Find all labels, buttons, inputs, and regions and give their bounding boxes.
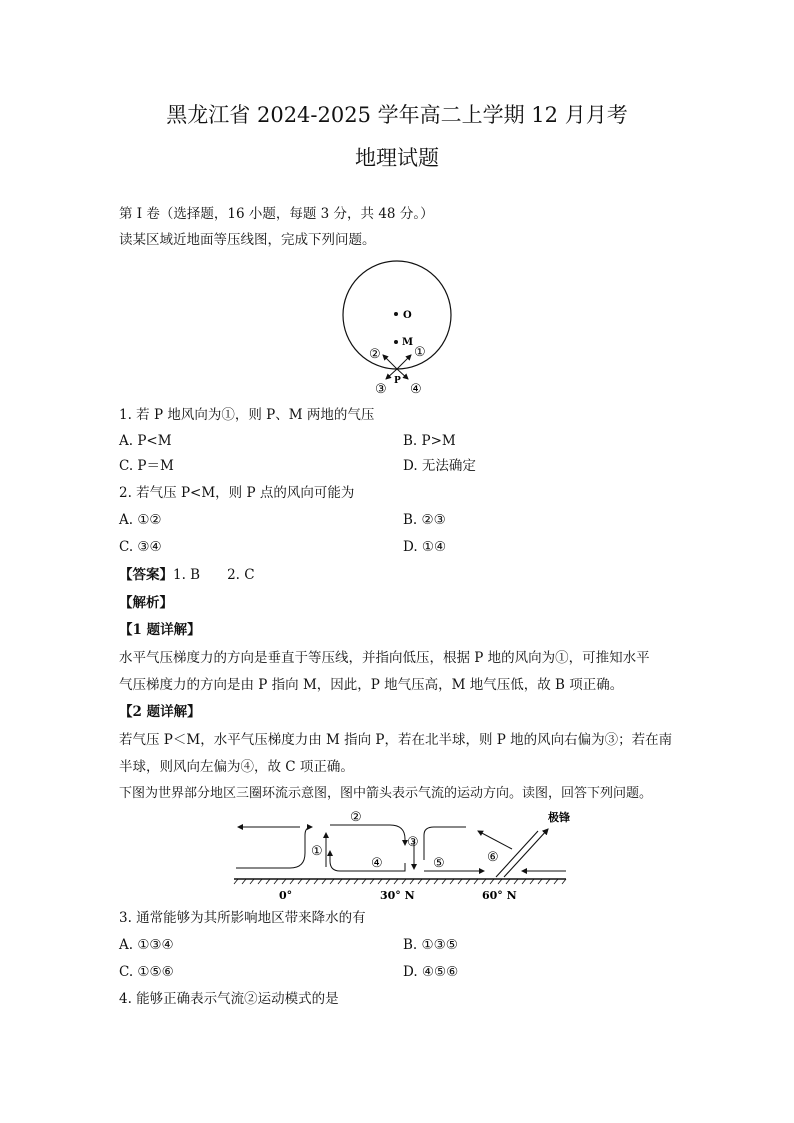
arrow-4-label: ④	[410, 382, 422, 397]
page-subtitle: 地理试题	[355, 146, 439, 170]
question-1-option-a: A. P<M	[119, 433, 172, 449]
answer-label: 【答案】	[119, 567, 173, 583]
flow-ferrel-upper	[424, 827, 466, 860]
question-2-option-b: B. ②③	[403, 512, 446, 528]
latitude-label-0: 0°	[279, 889, 293, 902]
question-1-option-d: D. 无法确定	[403, 458, 476, 474]
detail-2-label: 【2 题详解】	[119, 704, 201, 720]
question-3-option-b: B. ①③⑤	[403, 937, 458, 953]
section-intro: 读某区域近地面等压线图，完成下列问题。	[119, 232, 376, 248]
detail-2-line-1: 若气压 P＜M，水平气压梯度力由 M 指向 P，若在北半球，则 P 地的风向右偏为③；若在南	[119, 732, 673, 748]
polar-front-label: 极锋	[548, 811, 570, 824]
latitude-label-30: 30° N	[380, 889, 415, 902]
cell-label-3: ③	[407, 835, 419, 850]
detail-2-line-2: 半球，则风向左偏为④，故 C 项正确。	[119, 759, 354, 775]
circulation-figure	[0, 805, 794, 905]
section-heading: 第 I 卷（选择题，16 小题，每题 3 分，共 48 分。）	[119, 206, 434, 222]
detail-1-line-1: 水平气压梯度力的方向是垂直于等压线，并指向低压，根据 P 地的风向为①，可推知水平	[119, 650, 650, 666]
arrow-1-label: ①	[414, 345, 426, 360]
cell-label-1: ①	[311, 844, 323, 859]
question-3-stem: 3. 通常能够为其所影响地区带来降水的有	[119, 910, 366, 926]
question-2-option-c: C. ③④	[119, 539, 162, 555]
arrow-2	[383, 355, 397, 369]
isobar-figure	[0, 255, 794, 415]
answer-text: 1. B 2. C	[173, 567, 255, 583]
flow-lower-equatorward	[236, 827, 312, 868]
detail-1-label: 【1 题详解】	[119, 622, 201, 638]
point-m-label: M	[402, 337, 414, 348]
polar-front-line-2	[504, 829, 548, 877]
polar-front-line-1	[496, 831, 538, 877]
question-4-stem: 4. 能够正确表示气流②运动模式的是	[119, 991, 339, 1007]
question-2-option-d: D. ①④	[403, 539, 447, 555]
answer-block	[119, 566, 255, 584]
question-3-option-a: A. ①③④	[119, 937, 174, 953]
point-m-dot	[394, 340, 398, 344]
flow-upper-2	[330, 825, 405, 845]
point-o-label: O	[403, 310, 412, 321]
cell-label-6: ⑥	[487, 850, 499, 865]
cell-label-5: ⑤	[433, 856, 445, 871]
point-p-label: P	[394, 376, 401, 386]
cell-label-4: ④	[371, 856, 383, 871]
question-2-option-a: A. ①②	[119, 512, 162, 528]
question-1-stem: 1. 若 P 地风向为①，则 P、M 两地的气压	[119, 407, 375, 423]
page-title: 黑龙江省 2024-2025 学年高二上学期 12 月月考	[166, 103, 628, 127]
arrow-3-label: ③	[375, 382, 387, 397]
question-1-option-c: C. P＝M	[119, 458, 174, 474]
question-3-option-d: D. ④⑤⑥	[403, 964, 459, 980]
question-1-option-b: B. P>M	[403, 433, 456, 449]
question-3-option-c: C. ①⑤⑥	[119, 964, 174, 980]
latitude-label-60: 60° N	[482, 889, 517, 902]
question-2-stem: 2. 若气压 P<M，则 P 点的风向可能为	[119, 485, 355, 501]
cell-label-2: ②	[350, 810, 362, 825]
flow-rising-6	[478, 831, 512, 849]
arrow-2-label: ②	[369, 347, 381, 362]
analysis-label: 【解析】	[119, 595, 173, 611]
arrow-1	[397, 355, 411, 369]
section-2-intro: 下图为世界部分地区三圈环流示意图，图中箭头表示气流的运动方向。读图，回答下列问题。	[119, 786, 653, 801]
flow-surface-4	[330, 851, 405, 871]
point-o-dot	[394, 312, 398, 316]
detail-1-line-2: 气压梯度力的方向是由 P 指向 M，因此，P 地气压高，M 地气压低，故 B 项正确。	[119, 677, 624, 693]
